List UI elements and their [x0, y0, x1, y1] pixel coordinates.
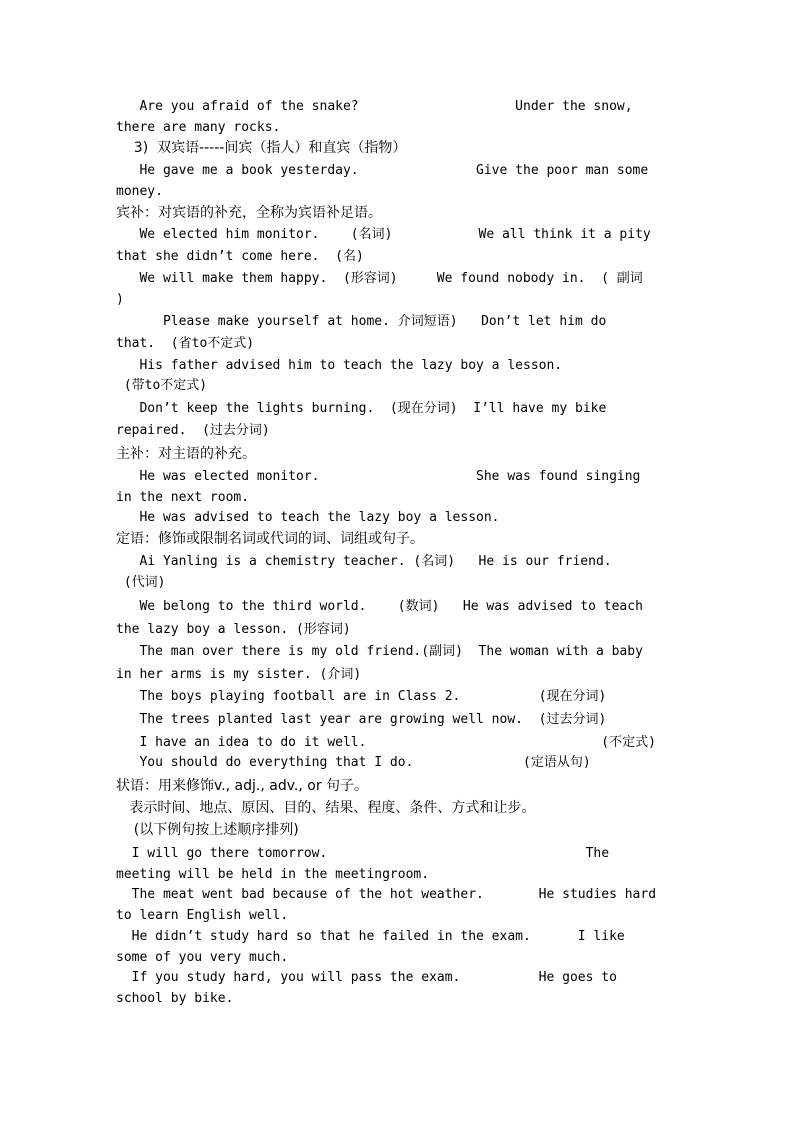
text-line-12: that. (省to不定式) [116, 336, 255, 351]
text-line-38: to learn English well. [116, 908, 289, 923]
text-line-28: The boys playing football are in Class 2. (现在分词) [116, 689, 607, 704]
section-heading-subject-complement: 主补：对主语的补充。 [116, 446, 256, 462]
text-line-34: (以下例句按上述顺序排列) [116, 822, 299, 838]
text-line-4: He gave me a book yesterday. Give the poor man some [116, 163, 649, 178]
text-line-27: in her arms is my sister. (介词) [116, 667, 362, 682]
section-heading-double-object: 3) 双宾语-----间宾（指人）和直宾（指物） [116, 140, 407, 156]
text-line-42: school by bike. [116, 991, 234, 1006]
text-line-9: We will make them happy. (形容词) We found nobody in. ( 副词 [116, 271, 643, 286]
text-line-2: there are many rocks. [116, 120, 281, 135]
text-line-20: He was advised to teach the lazy boy a lesson. [116, 510, 500, 525]
text-line-11: Please make yourself at home. 介词短语) Don’t let him do [116, 314, 607, 329]
text-line-7: We elected him monitor. (名词) We all think it a pity [116, 227, 651, 242]
text-line-16: repaired. (过去分词) [116, 423, 270, 438]
text-line-36: meeting will be held in the meetingroom. [116, 867, 430, 882]
text-line-5: money. [116, 184, 163, 199]
text-line-41: If you study hard, you will pass the exam. He goes to [116, 970, 617, 985]
section-heading-attributive: 定语：修饰或限制名词或代词的词、词组或句子。 [116, 531, 424, 547]
text-line-18: He was elected monitor. She was found singing [116, 469, 641, 484]
text-line-29: The trees planted last year are growing well now. (过去分词) [116, 712, 607, 727]
text-line-19: in the next room. [116, 490, 250, 505]
section-heading-object-complement: 宾补：对宾语的补充，全称为宾语补足语。 [116, 205, 382, 221]
text-line-25: the lazy boy a lesson. (形容词) [116, 622, 351, 637]
section-heading-adverbial: 状语：用来修饰v., adj., adv., or 句子。 [116, 778, 369, 794]
text-line-39: He didn’t study hard so that he failed in the exam. I like [116, 929, 625, 944]
text-line-37: The meat went bad because of the hot weather. He studies hard [116, 887, 657, 902]
text-line-24: We belong to the third world. (数词) He was advised to teach [116, 599, 643, 614]
text-line-23: (代词) [116, 575, 166, 590]
text-line-40: some of you very much. [116, 950, 289, 965]
text-line-14: (带to不定式) [116, 378, 208, 393]
text-line-10: ) [116, 292, 124, 307]
text-line-30: I have an idea to do it well. (不定式) [116, 735, 656, 750]
text-line-13: His father advised him to teach the lazy boy a lesson. [116, 358, 563, 373]
text-line-8: that she didn’t come here. (名) [116, 249, 364, 264]
text-line-22: Ai Yanling is a chemistry teacher. (名词) He is our friend. [116, 554, 612, 569]
text-line-26: The man over there is my old friend.(副词) The woman with a baby [116, 644, 643, 659]
text-line-35: I will go there tomorrow. The [116, 846, 610, 861]
text-line-33: 表示时间、地点、原因、目的、结果、程度、条件、方式和让步。 [116, 800, 536, 816]
text-line-31: You should do everything that I do. (定语从句) [116, 755, 591, 770]
text-line-1: Are you afraid of the snake? Under the snow, [116, 99, 633, 114]
text-line-15: Don’t keep the lights burning. (现在分词) I’ll have my bike [116, 401, 607, 416]
